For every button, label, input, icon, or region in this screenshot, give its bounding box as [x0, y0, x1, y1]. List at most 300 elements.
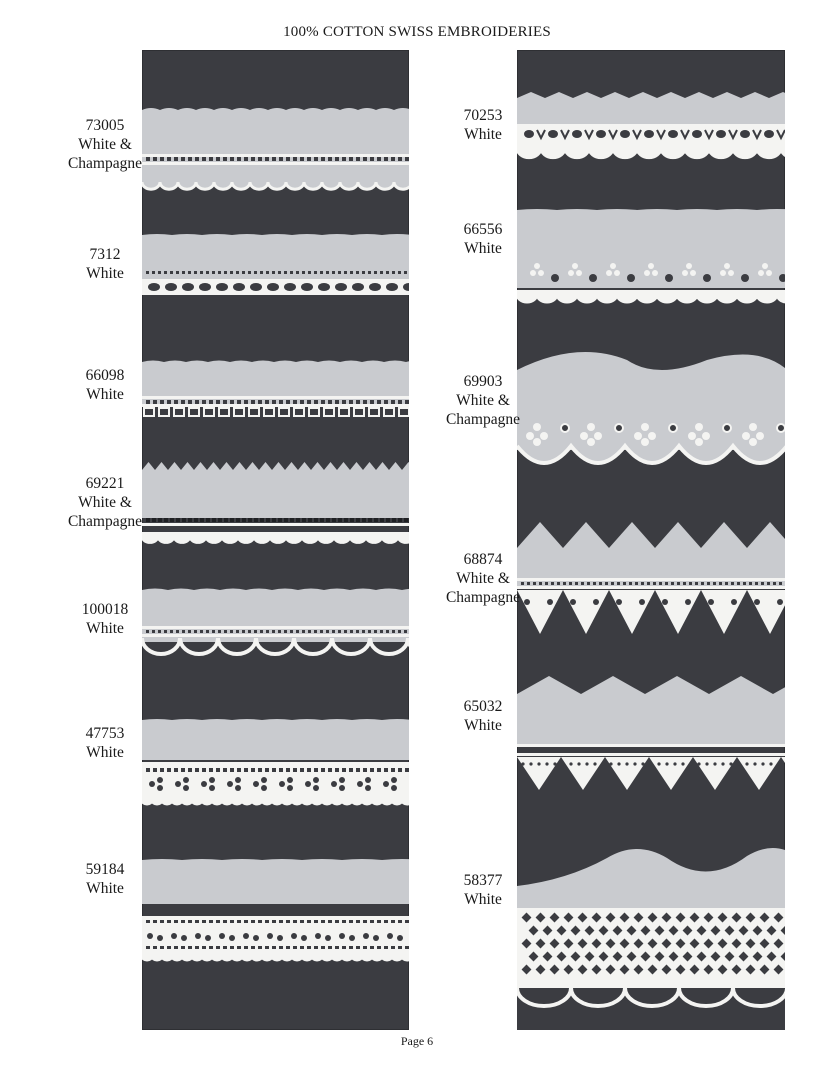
eyelet: [253, 935, 259, 941]
eyelet: [286, 920, 290, 923]
eyelet: [344, 630, 347, 633]
eyelet: [338, 271, 341, 274]
swatch-label-66556: [420, 220, 546, 258]
eyelet: [287, 785, 293, 791]
eyelet: [272, 271, 275, 274]
swatch-label-47753: [40, 724, 170, 762]
trefoil-eyelet: [758, 270, 764, 276]
eyelet: [251, 768, 255, 772]
eyelet: [293, 400, 297, 404]
swatch-label-73005: [40, 116, 170, 173]
eyelet: [272, 920, 276, 923]
eyelet: [391, 768, 395, 772]
eyelet: [242, 630, 245, 633]
swatch-code: 73005: [85, 117, 125, 134]
eyelet: [182, 518, 186, 522]
eyelet: [391, 920, 395, 923]
eyelet: [357, 781, 363, 787]
eyelet: [339, 785, 345, 791]
eyelet: [384, 768, 388, 772]
swatch-color: White: [86, 744, 124, 761]
right-swatch-panel: [517, 50, 785, 1030]
fabric-band: [142, 589, 409, 643]
eyelet: [737, 748, 740, 751]
eyelet: [254, 518, 258, 522]
eyelet: [745, 762, 748, 765]
eyelet: [293, 157, 297, 161]
eyelet: [167, 946, 171, 949]
eyelet: [368, 271, 371, 274]
swatch-label-69221: [40, 474, 170, 531]
stitch-line: [142, 396, 409, 399]
swatch-code: 47753: [85, 725, 125, 742]
eyelet: [174, 768, 178, 772]
eyelet: [182, 630, 185, 633]
trefoil-eyelet: [682, 270, 688, 276]
eyelet: [350, 518, 354, 522]
eyelet: [284, 271, 287, 274]
eyelet: [398, 920, 402, 923]
eyelet: [171, 933, 177, 939]
eyelet: [363, 157, 367, 161]
left-swatch-panel: [142, 50, 409, 1030]
right-swatch-artwork: [517, 50, 785, 1030]
eyelet: [251, 400, 255, 404]
swatch-color: White &: [78, 494, 132, 511]
eyelet: [230, 157, 234, 161]
eyelet: [251, 157, 255, 161]
eyelet: [244, 768, 248, 772]
eyelet: [370, 920, 374, 923]
eyelet: [551, 274, 559, 282]
eyelet: [665, 762, 668, 765]
eyelet: [284, 630, 287, 633]
eyelet: [662, 599, 668, 605]
eyelet: [272, 946, 276, 949]
eyelet: [237, 946, 241, 949]
eyelet: [365, 785, 371, 791]
eyelet: [174, 920, 178, 923]
eyelet: [251, 946, 255, 949]
eyelet: [183, 777, 189, 783]
eyelet: [665, 748, 668, 751]
eyelet: [326, 630, 329, 633]
eyelet: [216, 946, 220, 949]
eyelet: [153, 768, 157, 772]
eyelet: [729, 762, 732, 765]
eyelet: [188, 768, 192, 772]
eyelet: [633, 762, 636, 765]
trefoil-eyelet: [534, 263, 540, 269]
eyelet: [369, 408, 379, 416]
eyelet: [320, 630, 323, 633]
eyelet: [176, 518, 180, 522]
flower-petal: [695, 438, 703, 446]
trefoil-eyelet: [576, 270, 582, 276]
eyelet: [300, 157, 304, 161]
eyelet: [313, 785, 319, 791]
scallop-stitch: [408, 638, 409, 654]
eyelet: [723, 424, 731, 432]
eyelet: [230, 946, 234, 949]
eyelet: [398, 518, 402, 522]
eyelet: [277, 935, 283, 941]
eyelet: [386, 518, 390, 522]
eyelet: [749, 582, 752, 585]
eyelet: [377, 920, 381, 923]
eyelet: [233, 283, 245, 291]
eyelet: [209, 777, 215, 783]
eyelet: [202, 946, 206, 949]
eyelet: [737, 762, 740, 765]
eyelet: [623, 582, 626, 585]
eyelet: [374, 271, 377, 274]
eyelet: [349, 946, 353, 949]
eyelet: [384, 400, 388, 404]
eyelet: [248, 518, 252, 522]
eyelet: [777, 599, 783, 605]
eyelet: [174, 400, 178, 404]
eyelet: [659, 582, 662, 585]
eyelet: [398, 157, 402, 161]
eyelet: [349, 768, 353, 772]
eyelet: [182, 283, 194, 291]
eyelet: [569, 582, 572, 585]
page-title: 100% COTTON SWISS EMBROIDERIES: [283, 24, 551, 40]
eyelet: [404, 271, 407, 274]
eyelet: [335, 920, 339, 923]
eyelet: [253, 781, 259, 787]
eyelet: [391, 400, 395, 404]
fabric-band: [142, 859, 409, 904]
eyelet: [244, 157, 248, 161]
swatch-label-100018: [40, 600, 170, 638]
eyelet: [279, 768, 283, 772]
eyelet: [331, 781, 337, 787]
eyelet: [587, 748, 590, 751]
eyelet: [236, 271, 239, 274]
eyelet: [146, 920, 150, 923]
eyelet: [332, 518, 336, 522]
eyelet: [629, 748, 632, 751]
eyelet: [267, 283, 279, 291]
zigzag-lace: [517, 590, 785, 634]
eyelet: [593, 748, 596, 751]
eyelet: [392, 271, 395, 274]
eyelet: [307, 920, 311, 923]
eyelet: [405, 920, 409, 923]
eyelet: [308, 271, 311, 274]
eyelet: [620, 130, 630, 138]
eyelet: [266, 630, 269, 633]
eyelet: [716, 130, 726, 138]
eyelet: [195, 157, 199, 161]
eyelet: [349, 400, 353, 404]
flower-petal: [742, 432, 750, 440]
eyelet: [384, 408, 394, 416]
eyelet: [230, 630, 233, 633]
eyelet: [405, 768, 409, 772]
swatch-code: 59184: [85, 861, 125, 878]
eyelet: [362, 630, 365, 633]
eyelet: [779, 582, 782, 585]
eyelet: [561, 424, 569, 432]
eyelet: [194, 271, 197, 274]
eyelet: [349, 157, 353, 161]
eyelet: [305, 781, 311, 787]
eyelet: [521, 748, 524, 751]
eyelet: [384, 157, 388, 161]
eyelet: [200, 630, 203, 633]
eyelet: [188, 920, 192, 923]
eyelet: [397, 935, 403, 941]
eyelet: [234, 408, 244, 416]
eyelet: [689, 762, 692, 765]
eyelet: [695, 582, 698, 585]
eyelet: [293, 920, 297, 923]
trefoil-eyelet: [530, 270, 536, 276]
eyelet: [599, 748, 602, 751]
stitch-line: [142, 154, 409, 157]
eyelet: [321, 920, 325, 923]
eyelet: [199, 283, 211, 291]
eyelet: [160, 946, 164, 949]
eyelet: [149, 781, 155, 787]
swatch-color: White &: [456, 392, 510, 409]
eyelet: [713, 748, 716, 751]
eyelet: [296, 271, 299, 274]
eyelet: [279, 400, 283, 404]
eyelet: [374, 518, 378, 522]
eyelet: [314, 946, 318, 949]
eyelet: [272, 518, 276, 522]
eyelet: [569, 748, 572, 751]
eyelet: [338, 630, 341, 633]
eyelet: [677, 748, 680, 751]
eyelet: [529, 762, 532, 765]
eyelet: [701, 748, 704, 751]
eyelet: [195, 946, 199, 949]
eyelet: [623, 748, 626, 751]
eyelet: [296, 630, 299, 633]
flower-petal: [756, 432, 764, 440]
eyelet: [740, 130, 750, 138]
eyelet: [365, 777, 371, 783]
eyelet: [352, 283, 364, 291]
eyelet: [398, 271, 401, 274]
swatch-color: Champagne: [67, 155, 143, 172]
eyelet: [605, 748, 608, 751]
eyelet: [356, 271, 359, 274]
eyelet: [754, 599, 760, 605]
swatch-label-58377: [420, 871, 546, 909]
flower-petal: [587, 423, 595, 431]
eyelet: [589, 274, 597, 282]
eyelet: [777, 424, 785, 432]
eyelet: [326, 518, 330, 522]
trefoil-eyelet: [686, 263, 692, 269]
eyelet: [189, 408, 199, 416]
eyelet: [321, 946, 325, 949]
stitch-line: [517, 578, 785, 581]
eyelet: [384, 920, 388, 923]
eyelet: [265, 157, 269, 161]
eyelet: [380, 630, 383, 633]
eyelet: [374, 630, 377, 633]
eyelet: [328, 768, 332, 772]
eyelet: [703, 274, 711, 282]
eyelet: [563, 582, 566, 585]
eyelet: [265, 920, 269, 923]
eyelet: [328, 157, 332, 161]
eyelet: [741, 274, 749, 282]
eyelet: [206, 630, 209, 633]
eyelet: [264, 408, 274, 416]
eyelet: [373, 935, 379, 941]
eyelet: [673, 762, 676, 765]
eyelet: [315, 933, 321, 939]
eyelet: [294, 408, 304, 416]
eyelet: [639, 599, 645, 605]
eyelet: [258, 768, 262, 772]
swatch-code: 70253: [463, 107, 503, 124]
eyelet: [380, 518, 384, 522]
eyelet: [743, 582, 746, 585]
eyelet: [363, 768, 367, 772]
eyelet: [286, 768, 290, 772]
eyelet: [293, 946, 297, 949]
eyelet: [725, 582, 728, 585]
eyelet: [250, 283, 262, 291]
trefoil-eyelet: [652, 270, 658, 276]
eyelet: [561, 762, 564, 765]
stitch-line: [517, 586, 785, 589]
eyelet: [625, 762, 628, 765]
eyelet: [307, 768, 311, 772]
eyelet: [398, 630, 401, 633]
eyelet: [314, 271, 317, 274]
eyelet: [685, 599, 691, 605]
eyelet: [194, 518, 198, 522]
eyelet: [368, 630, 371, 633]
swatch-color: White: [464, 126, 502, 143]
eyelet: [248, 271, 251, 274]
eyelet: [223, 157, 227, 161]
eyelet: [575, 582, 578, 585]
eyelet: [356, 157, 360, 161]
eyelet: [260, 518, 264, 522]
eyelet: [328, 946, 332, 949]
eyelet: [216, 768, 220, 772]
eyelet: [302, 518, 306, 522]
eyelet: [354, 408, 364, 416]
eyelet: [195, 400, 199, 404]
eyelet: [244, 920, 248, 923]
swatch-code: 66556: [463, 221, 503, 238]
eyelet: [641, 762, 644, 765]
eyelet: [174, 408, 184, 416]
swatch-code: 65032: [463, 698, 503, 715]
eyelet: [326, 271, 329, 274]
eyelet: [369, 283, 381, 291]
flower-petal: [587, 438, 595, 446]
eyelet: [725, 748, 728, 751]
eyelet: [157, 785, 163, 791]
eyelet: [224, 630, 227, 633]
eyelet: [370, 946, 374, 949]
eyelet: [551, 748, 554, 751]
eyelet: [587, 582, 590, 585]
eyelet: [649, 762, 652, 765]
eyelet: [713, 762, 716, 765]
eyelet: [386, 630, 389, 633]
swatch-color: White &: [78, 136, 132, 153]
eyelet: [350, 630, 353, 633]
eyelet: [681, 762, 684, 765]
trefoil-eyelet: [538, 270, 544, 276]
eyelet: [362, 271, 365, 274]
eyelet: [779, 748, 782, 751]
eyelet: [731, 748, 734, 751]
eyelet: [332, 630, 335, 633]
eyelet: [209, 400, 213, 404]
eyelet: [391, 946, 395, 949]
eyelet: [302, 271, 305, 274]
eyelet: [731, 599, 737, 605]
flower-petal: [702, 432, 710, 440]
eyelet: [324, 408, 334, 416]
eyelet: [557, 748, 560, 751]
scallop-cut: [517, 988, 785, 1030]
eyelet: [181, 935, 187, 941]
eyelet: [308, 518, 312, 522]
eyelet: [254, 630, 257, 633]
eyelet: [170, 630, 173, 633]
swatch-code: 69221: [85, 475, 125, 492]
swatch-label-7312: [40, 245, 170, 283]
eyelet: [209, 768, 213, 772]
eyelet: [557, 582, 560, 585]
eyelet: [708, 599, 714, 605]
eyelet: [201, 781, 207, 787]
eyelet: [707, 748, 710, 751]
eyelet: [707, 582, 710, 585]
eyelet: [195, 933, 201, 939]
eyelet: [692, 130, 702, 138]
swatch-color: White &: [456, 570, 510, 587]
eyelet: [300, 400, 304, 404]
eyelet: [321, 768, 325, 772]
eyelet: [391, 785, 397, 791]
eyelet: [160, 768, 164, 772]
eyelet: [188, 271, 191, 274]
eyelet: [219, 933, 225, 939]
flower-petal: [648, 432, 656, 440]
eyelet: [301, 283, 313, 291]
eyelet: [641, 582, 644, 585]
eyelet: [260, 271, 263, 274]
eyelet: [695, 748, 698, 751]
eyelet: [572, 130, 582, 138]
eyelet: [290, 271, 293, 274]
eyelet: [767, 582, 770, 585]
eyelet: [284, 518, 288, 522]
eyelet: [605, 582, 608, 585]
eyelet: [176, 630, 179, 633]
trefoil-eyelet: [610, 263, 616, 269]
eyelet: [279, 920, 283, 923]
eyelet: [224, 271, 227, 274]
